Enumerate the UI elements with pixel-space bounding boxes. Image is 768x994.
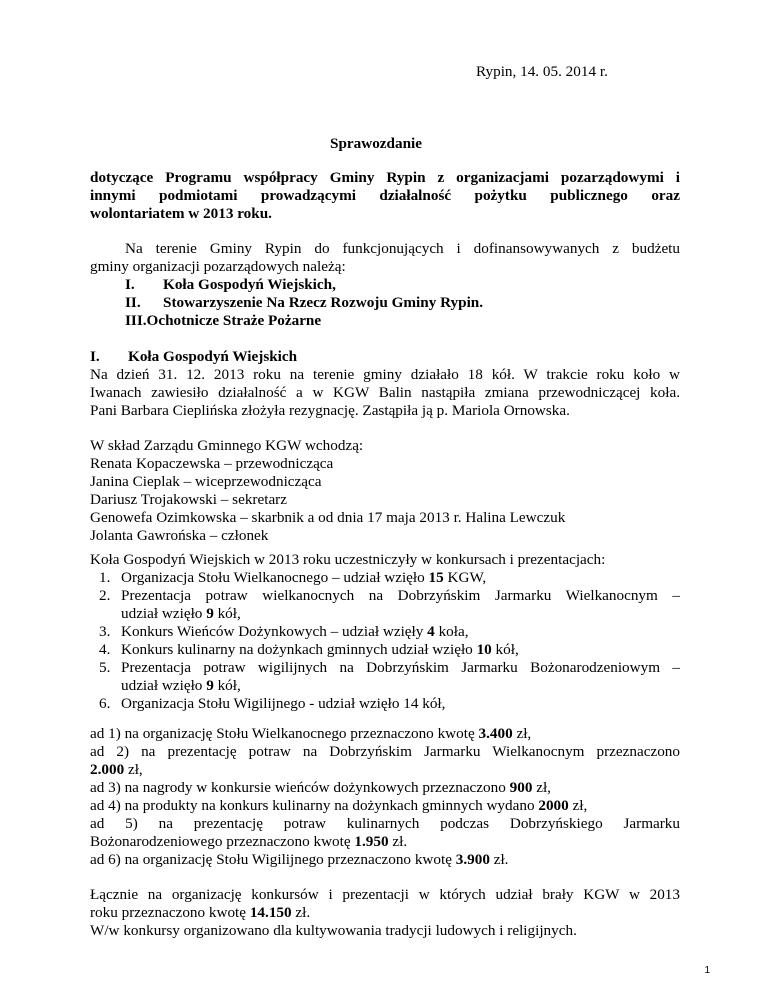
list-item-continuation: udział wzięło 9 kół, <box>121 605 241 622</box>
subtitle-line: wolontariatem w 2013 roku. <box>90 205 272 222</box>
summary-line: Łącznie na organizację konkursów i prezentacji w których udział brały KGW w 2013 <box>90 886 680 903</box>
intro-line: gminy organizacji pozarządowych należą: <box>90 258 346 275</box>
funding-line: ad 6) na organizację Stołu Wigilijnego przeznaczono kwotę 3.900 zł. <box>90 851 509 868</box>
contests-intro: Koła Gospodyń Wiejskich w 2013 roku uczestniczyły w konkursach i prezentacjach: <box>90 551 606 568</box>
funding-line: ad 5) na prezentację potraw kulinarnych podczas Dobrzyńskiego Jarmarku <box>90 815 680 832</box>
subtitle-line: innymi podmiotami prowadzącymi działalność pożytku publicznego oraz <box>90 187 680 204</box>
funding-line: ad 3) na nagrody w konkursie wieńców dożynkowych przeznaczono 900 zł, <box>90 779 551 796</box>
intro-line: Na terenie Gminy Rypin do funkcjonujących i dofinansowywanych z budżetu <box>125 240 680 257</box>
paragraph-line: Na dzień 31. 12. 2013 roku na terenie gminy działało 18 kół. W trakcie roku koło w <box>90 366 680 383</box>
summary-line: roku przeznaczono kwotę 14.150 zł. <box>90 904 311 921</box>
list-item: 4. Konkurs kulinarny na dożynkach gminnych udział wzięło 10 kół, <box>99 641 519 658</box>
list-item-continuation: udział wzięło 9 kół, <box>121 677 241 694</box>
subtitle-line: dotyczące Programu współpracy Gminy Rypin z organizacjami pozarządowymi i <box>90 169 680 186</box>
funding-line: ad 1) na organizację Stołu Wielkanocnego przeznaczono kwotę 3.400 zł, <box>90 725 532 742</box>
board-intro: W skład Zarządu Gminnego KGW wchodzą: <box>90 437 364 454</box>
list-item: 1. Organizacja Stołu Wielkanocnego – udział wzięło 15 KGW, <box>99 569 487 586</box>
list-item: III.Ochotnicze Straże Pożarne <box>125 312 322 329</box>
list-item: Jolanta Gawrońska – członek <box>90 527 269 544</box>
list-item: II. Stowarzyszenie Na Rzecz Rozwoju Gminy Rypin. <box>125 294 484 311</box>
summary-line: W/w konkursy organizowano dla kultywowania tradycji ludowych i religijnych. <box>90 922 577 939</box>
list-item: Genowefa Ozimkowska – skarbnik a od dnia 17 maja 2013 r. Halina Lewczuk <box>90 509 566 526</box>
list-item: 2. Prezentacja potraw wielkanocnych na Dobrzyńskim Jarmarku Wielkanocnym – <box>99 587 680 604</box>
list-item: 5. Prezentacja potraw wigilijnych na Dobrzyńskim Jarmarku Bożonarodzeniowym – <box>99 659 680 676</box>
funding-line: 2.000 zł, <box>90 761 143 778</box>
list-item: I. Koła Gospodyń Wiejskich, <box>125 276 336 293</box>
funding-line: Bożonarodzeniowego przeznaczono kwotę 1.950 zł. <box>90 833 408 850</box>
date-line: Rypin, 14. 05. 2014 r. <box>476 63 608 80</box>
list-item: Renata Kopaczewska – przewodnicząca <box>90 455 334 472</box>
page-number: 1 <box>704 965 710 976</box>
list-item: Janina Cieplak – wiceprzewodnicząca <box>90 473 322 490</box>
list-item: 6. Organizacja Stołu Wigilijnego - udział wzięło 14 kół, <box>99 695 446 712</box>
section-heading: I. Koła Gospodyń Wiejskich <box>90 348 298 365</box>
list-item: Dariusz Trojakowski – sekretarz <box>90 491 287 508</box>
funding-line: ad 4) na produkty na konkurs kulinarny na dożynkach gminnych wydano 2000 zł, <box>90 797 588 814</box>
paragraph-line: Pani Barbara Cieplińska złożyła rezygnację. Zastąpiła ją p. Mariola Ornowska. <box>90 402 570 419</box>
document-title: Sprawozdanie <box>330 135 422 152</box>
list-item: 3. Konkurs Wieńców Dożynkowych – udział wzięły 4 koła, <box>99 623 469 640</box>
paragraph-line: Iwanach zawiesiło działalność a w KGW Balin nastąpiła zmiana przewodniczącej koła. <box>90 384 680 401</box>
funding-line: ad 2) na prezentację potraw na Dobrzyńskim Jarmarku Wielkanocnym przeznaczono <box>90 743 680 760</box>
